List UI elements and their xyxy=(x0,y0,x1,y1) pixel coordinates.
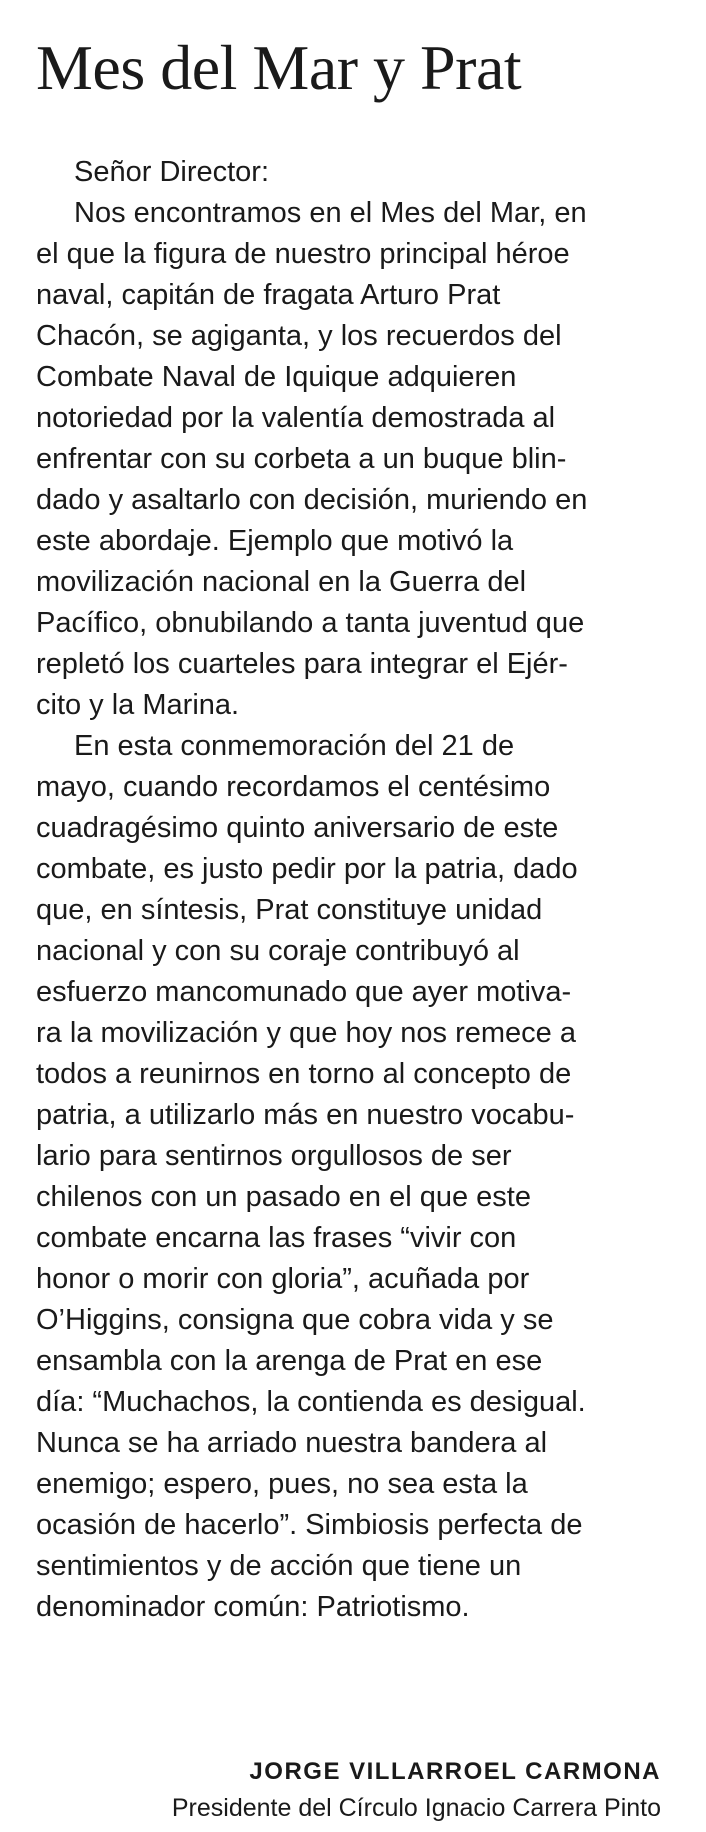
body-line: ocasión de hacerlo”. Simbiosis perfecta de xyxy=(36,1509,583,1541)
author-title: Presidente del Círculo Ignacio Carrera Pinto xyxy=(171,1794,661,1822)
body-line: O’Higgins, consigna que cobra vida y se xyxy=(36,1304,554,1336)
body-line: enemigo; espero, pues, no sea esta la xyxy=(36,1468,528,1500)
body-line: combate, es justo pedir por la patria, dado xyxy=(36,853,578,885)
body-line: cuadragésimo quinto aniversario de este xyxy=(36,812,559,844)
body-line: lario para sentirnos orgullosos de ser xyxy=(36,1140,512,1172)
body-line: naval, capitán de fragata Arturo Prat xyxy=(36,279,501,311)
author-name: JORGE VILLARROEL CARMONA xyxy=(249,1758,661,1785)
body-line: ra la movilización y que hoy nos remece a xyxy=(36,1017,576,1049)
salutation: Señor Director: xyxy=(74,156,270,188)
body-line: movilización nacional en la Guerra del xyxy=(36,566,527,598)
body-line: Combate Naval de Iquique adquieren xyxy=(36,361,517,393)
body-line: este abordaje. Ejemplo que motivó la xyxy=(36,525,514,557)
body-line: combate encarna las frases “vivir con xyxy=(36,1222,517,1254)
body-line: el que la figura de nuestro principal héroe xyxy=(36,238,570,270)
body-line: que, en síntesis, Prat constituye unidad xyxy=(36,894,543,926)
body-line: todos a reunirnos en torno al concepto de xyxy=(36,1058,572,1090)
body-line: En esta conmemoración del 21 de xyxy=(74,730,515,762)
body-line: nacional y con su coraje contribuyó al xyxy=(36,935,520,967)
letter-body xyxy=(36,152,676,1628)
body-line: Chacón, se agiganta, y los recuerdos del xyxy=(36,320,562,352)
body-line: día: “Muchachos, la contienda es desigual. xyxy=(36,1386,586,1418)
body-line: dado y asaltarlo con decisión, muriendo en xyxy=(36,484,588,516)
body-line: cito y la Marina. xyxy=(36,689,240,721)
body-line: patria, a utilizarlo más en nuestro vocabu- xyxy=(36,1099,575,1131)
body-line: chilenos con un pasado en el que este xyxy=(36,1181,531,1213)
body-line: notoriedad por la valentía demostrada al xyxy=(36,402,556,434)
body-line: Nunca se ha arriado nuestra bandera al xyxy=(36,1427,548,1459)
body-line: repletó los cuarteles para integrar el Ejér- xyxy=(36,648,568,680)
body-line: mayo, cuando recordamos el centésimo xyxy=(36,771,551,803)
body-line: enfrentar con su corbeta a un buque blin- xyxy=(36,443,567,475)
body-line: honor o morir con gloria”, acuñada por xyxy=(36,1263,530,1295)
body-line: Pacífico, obnubilando a tanta juventud que xyxy=(36,607,585,639)
body-line: Nos encontramos en el Mes del Mar, en xyxy=(74,197,587,229)
body-line: denominador común: Patriotismo. xyxy=(36,1591,470,1623)
body-line: ensambla con la arenga de Prat en ese xyxy=(36,1345,543,1377)
body-line: esfuerzo mancomunado que ayer motiva- xyxy=(36,976,572,1008)
body-line: sentimientos y de acción que tiene un xyxy=(36,1550,522,1582)
headline: Mes del Mar y Prat xyxy=(36,32,522,103)
